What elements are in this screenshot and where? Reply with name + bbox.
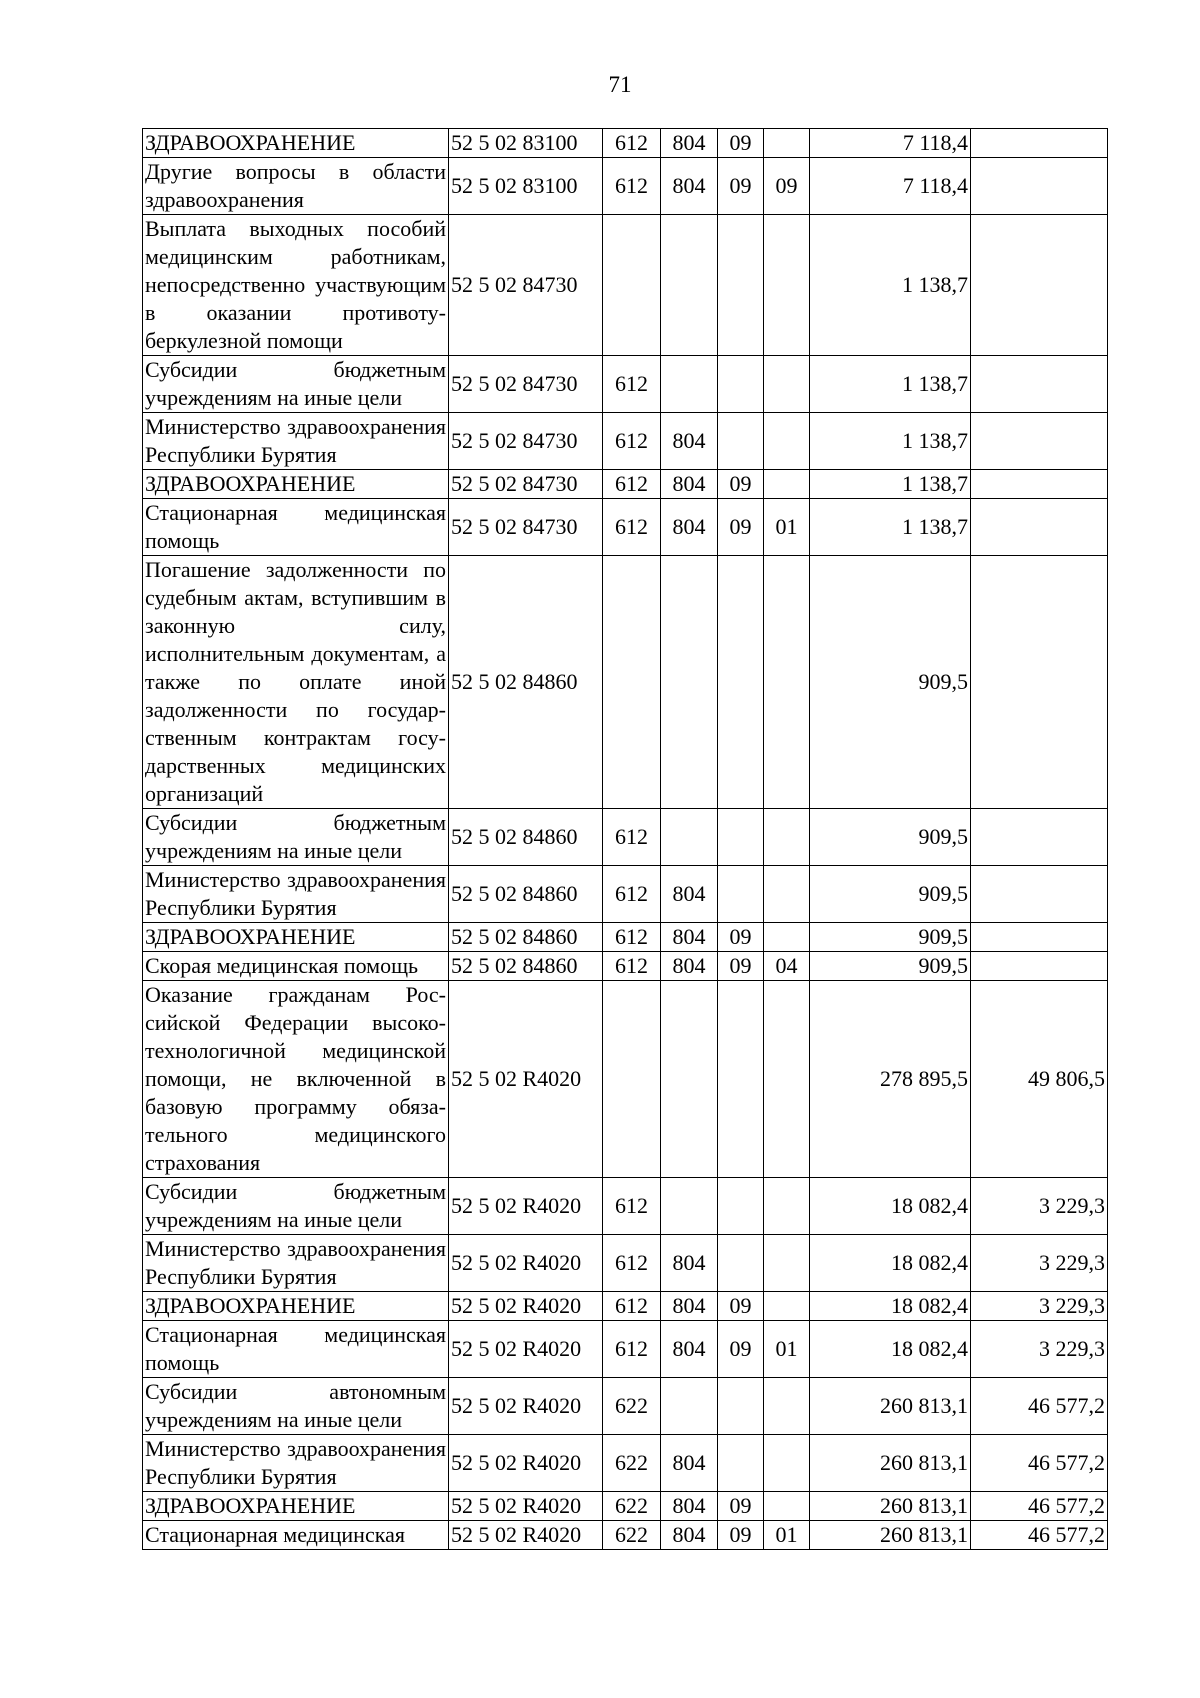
amount-federal (971, 809, 1108, 866)
target-article-code: 52 5 02 83100 (449, 158, 603, 215)
ministry-code: 804 (661, 1492, 718, 1521)
subsection-code (764, 1235, 810, 1292)
expense-type-code (603, 981, 661, 1178)
amount-federal (971, 866, 1108, 923)
target-article-code: 52 5 02 R4020 (449, 1492, 603, 1521)
subsection-code: 01 (764, 1521, 810, 1550)
table-row (143, 1178, 1108, 1235)
expense-type-code: 612 (603, 413, 661, 470)
subsection-code (764, 470, 810, 499)
expense-type-code: 612 (603, 1235, 661, 1292)
row-name: ЗДРАВООХРАНЕНИЕ (143, 923, 449, 952)
expense-type-code: 622 (603, 1492, 661, 1521)
amount-federal (971, 158, 1108, 215)
table-row (143, 1492, 1108, 1521)
row-name: Министерство здравоохранения Республики Бурятия (143, 1435, 449, 1492)
target-article-code: 52 5 02 84860 (449, 556, 603, 809)
row-name: Субсидии бюджетным учреждениям на иные цели (143, 356, 449, 413)
subsection-code (764, 1292, 810, 1321)
ministry-code: 804 (661, 158, 718, 215)
amount-federal: 3 229,3 (971, 1292, 1108, 1321)
section-code: 09 (718, 1292, 764, 1321)
amount-federal: 3 229,3 (971, 1178, 1108, 1235)
section-code: 09 (718, 499, 764, 556)
table-row (143, 1521, 1108, 1550)
ministry-code (661, 809, 718, 866)
amount-total: 260 813,1 (810, 1492, 971, 1521)
expense-type-code: 612 (603, 129, 661, 158)
amount-federal: 46 577,2 (971, 1521, 1108, 1550)
target-article-code: 52 5 02 84730 (449, 413, 603, 470)
amount-total: 1 138,7 (810, 356, 971, 413)
ministry-code (661, 981, 718, 1178)
subsection-code (764, 1178, 810, 1235)
table-row (143, 556, 1108, 809)
amount-federal (971, 499, 1108, 556)
expense-type-code: 612 (603, 809, 661, 866)
table-row (143, 1378, 1108, 1435)
amount-total: 909,5 (810, 809, 971, 866)
ministry-code: 804 (661, 1235, 718, 1292)
subsection-code (764, 215, 810, 356)
target-article-code: 52 5 02 84860 (449, 923, 603, 952)
section-code: 09 (718, 1492, 764, 1521)
amount-total: 260 813,1 (810, 1435, 971, 1492)
section-code: 09 (718, 1521, 764, 1550)
row-name: Выплата выходных пособий медицинским работникам, непосредственно участвующим в оказании противотуберкулезной помощи (143, 215, 449, 356)
row-name: ЗДРАВООХРАНЕНИЕ (143, 129, 449, 158)
row-name: ЗДРАВООХРАНЕНИЕ (143, 1292, 449, 1321)
target-article-code: 52 5 02 R4020 (449, 1521, 603, 1550)
section-code (718, 981, 764, 1178)
row-name: Министерство здравоохранения Республики Бурятия (143, 866, 449, 923)
ministry-code (661, 1378, 718, 1435)
target-article-code: 52 5 02 83100 (449, 129, 603, 158)
table-row (143, 981, 1108, 1178)
amount-total: 909,5 (810, 952, 971, 981)
target-article-code: 52 5 02 84860 (449, 809, 603, 866)
table-row (143, 866, 1108, 923)
section-code (718, 556, 764, 809)
ministry-code (661, 556, 718, 809)
table-row (143, 923, 1108, 952)
target-article-code: 52 5 02 R4020 (449, 1321, 603, 1378)
expense-type-code: 612 (603, 356, 661, 413)
section-code: 09 (718, 129, 764, 158)
amount-total: 909,5 (810, 923, 971, 952)
subsection-code (764, 129, 810, 158)
section-code (718, 1235, 764, 1292)
row-name: Погашение задолженности по судебным актам, вступившим в законную силу, исполнительным документам, а также по оплате иной задолженности по государственным контрактам государственных медицинских организаций (143, 556, 449, 809)
section-code (718, 1378, 764, 1435)
section-code (718, 809, 764, 866)
expense-type-code: 612 (603, 923, 661, 952)
amount-federal: 3 229,3 (971, 1235, 1108, 1292)
row-name: Стационарная медицинская помощь (143, 499, 449, 556)
amount-federal (971, 413, 1108, 470)
table-row (143, 809, 1108, 866)
table-row (143, 1235, 1108, 1292)
table-row (143, 215, 1108, 356)
ministry-code (661, 1178, 718, 1235)
row-name: Субсидии бюджетным учреждениям на иные цели (143, 1178, 449, 1235)
row-name: Министерство здравоохранения Республики Бурятия (143, 413, 449, 470)
subsection-code (764, 1378, 810, 1435)
amount-federal (971, 952, 1108, 981)
expense-type-code: 612 (603, 499, 661, 556)
row-name: Стационарная медицинская помощь (143, 1321, 449, 1378)
amount-federal: 46 577,2 (971, 1378, 1108, 1435)
expense-type-code: 612 (603, 952, 661, 981)
ministry-code (661, 356, 718, 413)
table-row (143, 413, 1108, 470)
ministry-code: 804 (661, 1292, 718, 1321)
subsection-code (764, 809, 810, 866)
amount-total: 18 082,4 (810, 1292, 971, 1321)
target-article-code: 52 5 02 R4020 (449, 1378, 603, 1435)
row-name: Субсидии бюджетным учреждениям на иные цели (143, 809, 449, 866)
section-code: 09 (718, 158, 764, 215)
table-row (143, 356, 1108, 413)
target-article-code: 52 5 02 R4020 (449, 1235, 603, 1292)
amount-total: 1 138,7 (810, 499, 971, 556)
ministry-code: 804 (661, 499, 718, 556)
amount-total: 1 138,7 (810, 215, 971, 356)
expense-type-code: 622 (603, 1521, 661, 1550)
expense-type-code: 612 (603, 1178, 661, 1235)
subsection-code (764, 923, 810, 952)
subsection-code: 01 (764, 1321, 810, 1378)
expense-type-code: 612 (603, 866, 661, 923)
subsection-code (764, 981, 810, 1178)
subsection-code: 01 (764, 499, 810, 556)
row-name: Оказание гражданам Российской Федерации высокотехнологичной медицинской помощи, не включенной в базовую программу обязательного медицинского страхования (143, 981, 449, 1178)
amount-federal (971, 356, 1108, 413)
ministry-code: 804 (661, 866, 718, 923)
section-code (718, 413, 764, 470)
expense-type-code: 612 (603, 1321, 661, 1378)
amount-total: 7 118,4 (810, 158, 971, 215)
subsection-code: 09 (764, 158, 810, 215)
amount-federal: 46 577,2 (971, 1435, 1108, 1492)
ministry-code: 804 (661, 129, 718, 158)
amount-total: 909,5 (810, 556, 971, 809)
expense-type-code: 622 (603, 1378, 661, 1435)
ministry-code: 804 (661, 923, 718, 952)
amount-total: 278 895,5 (810, 981, 971, 1178)
amount-total: 260 813,1 (810, 1378, 971, 1435)
row-name: Субсидии автономным учреждениям на иные цели (143, 1378, 449, 1435)
amount-total: 18 082,4 (810, 1178, 971, 1235)
section-code: 09 (718, 470, 764, 499)
amount-total: 7 118,4 (810, 129, 971, 158)
ministry-code: 804 (661, 413, 718, 470)
amount-total: 1 138,7 (810, 470, 971, 499)
row-name: Министерство здравоохранения Республики Бурятия (143, 1235, 449, 1292)
subsection-code (764, 1492, 810, 1521)
expense-type-code: 612 (603, 1292, 661, 1321)
row-name: Стационарная медицинская (143, 1521, 449, 1550)
expense-type-code: 622 (603, 1435, 661, 1492)
amount-total: 909,5 (810, 866, 971, 923)
amount-total: 1 138,7 (810, 413, 971, 470)
expense-type-code (603, 215, 661, 356)
ministry-code: 804 (661, 952, 718, 981)
table-body (143, 129, 1108, 1550)
ministry-code: 804 (661, 1435, 718, 1492)
expense-type-code (603, 556, 661, 809)
target-article-code: 52 5 02 R4020 (449, 981, 603, 1178)
ministry-code (661, 215, 718, 356)
subsection-code (764, 866, 810, 923)
table-row (143, 129, 1108, 158)
table-row (143, 470, 1108, 499)
target-article-code: 52 5 02 84730 (449, 499, 603, 556)
amount-total: 18 082,4 (810, 1321, 971, 1378)
target-article-code: 52 5 02 84730 (449, 356, 603, 413)
table-row (143, 1292, 1108, 1321)
table-row (143, 158, 1108, 215)
amount-federal (971, 923, 1108, 952)
row-name: ЗДРАВООХРАНЕНИЕ (143, 470, 449, 499)
section-code: 09 (718, 1321, 764, 1378)
subsection-code (764, 556, 810, 809)
amount-federal (971, 470, 1108, 499)
budget-table (142, 128, 1108, 1550)
section-code: 09 (718, 952, 764, 981)
table-row (143, 1435, 1108, 1492)
target-article-code: 52 5 02 R4020 (449, 1178, 603, 1235)
target-article-code: 52 5 02 R4020 (449, 1292, 603, 1321)
row-name: Другие вопросы в области здравоохранения (143, 158, 449, 215)
page-number: 71 (608, 72, 632, 97)
expense-type-code: 612 (603, 158, 661, 215)
amount-federal (971, 556, 1108, 809)
target-article-code: 52 5 02 84860 (449, 952, 603, 981)
ministry-code: 804 (661, 1521, 718, 1550)
subsection-code (764, 413, 810, 470)
table-row (143, 1321, 1108, 1378)
amount-federal (971, 129, 1108, 158)
target-article-code: 52 5 02 84730 (449, 470, 603, 499)
ministry-code: 804 (661, 1321, 718, 1378)
section-code (718, 1435, 764, 1492)
section-code (718, 356, 764, 413)
table-row (143, 499, 1108, 556)
section-code: 09 (718, 923, 764, 952)
expense-type-code: 612 (603, 470, 661, 499)
amount-federal (971, 215, 1108, 356)
amount-total: 18 082,4 (810, 1235, 971, 1292)
table-row (143, 952, 1108, 981)
target-article-code: 52 5 02 84730 (449, 215, 603, 356)
ministry-code: 804 (661, 470, 718, 499)
section-code (718, 215, 764, 356)
section-code (718, 866, 764, 923)
subsection-code: 04 (764, 952, 810, 981)
row-name: ЗДРАВООХРАНЕНИЕ (143, 1492, 449, 1521)
subsection-code (764, 1435, 810, 1492)
amount-federal: 46 577,2 (971, 1492, 1108, 1521)
row-name: Скорая медицинская помощь (143, 952, 449, 981)
section-code (718, 1178, 764, 1235)
amount-federal: 49 806,5 (971, 981, 1108, 1178)
target-article-code: 52 5 02 R4020 (449, 1435, 603, 1492)
subsection-code (764, 356, 810, 413)
target-article-code: 52 5 02 84860 (449, 866, 603, 923)
amount-total: 260 813,1 (810, 1521, 971, 1550)
amount-federal: 3 229,3 (971, 1321, 1108, 1378)
